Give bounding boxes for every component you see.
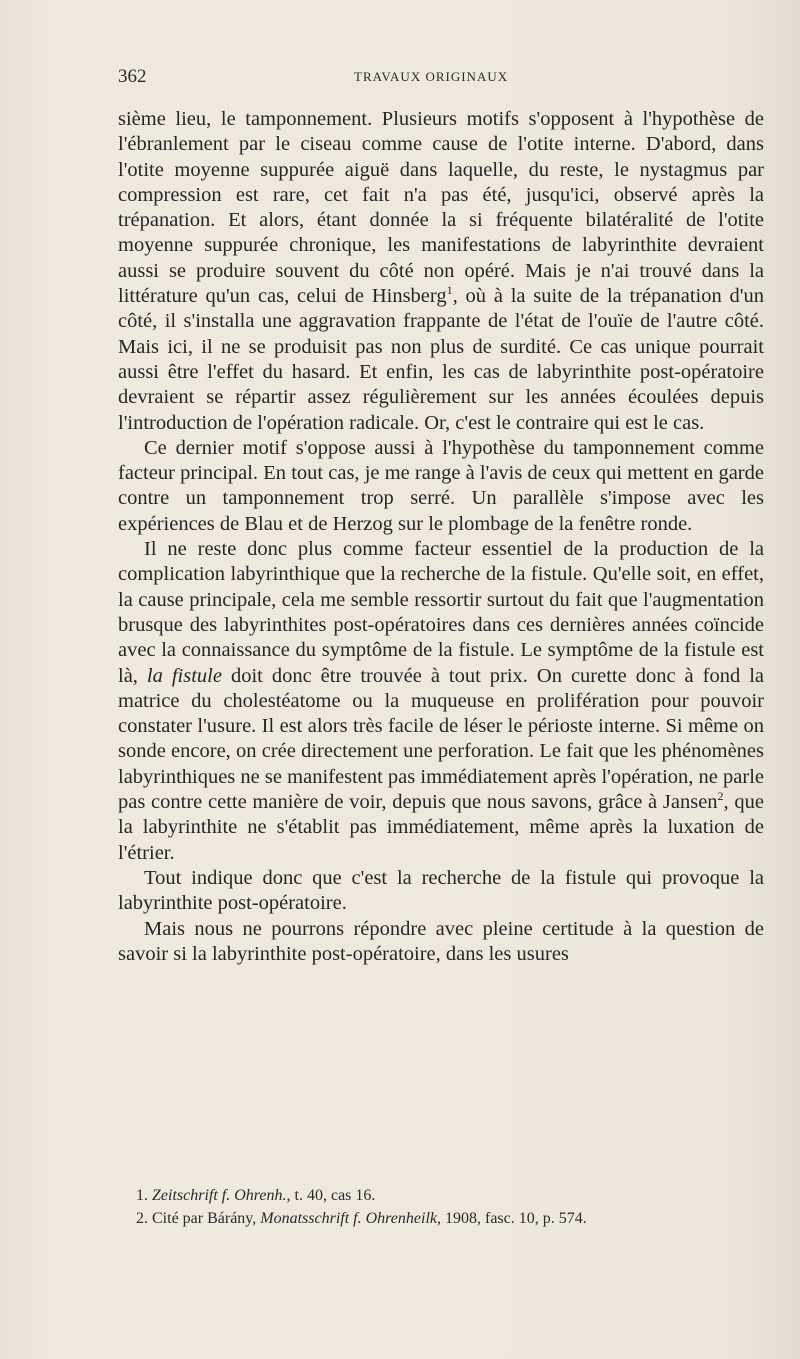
paragraph-2: Ce dernier motif s'oppose aussi à l'hypothèse du tamponnement comme facteur principal. En tout cas, je me range à l'avis de ceux qui mettent en garde contre un tamponnement trop serré. Un parallèle s'impose avec les expériences de Blau et de Herzog sur le plombage de la fenêtre ronde. (118, 436, 764, 535)
footnote-ref-2: 2 (717, 789, 724, 804)
paragraph-4: Tout indique donc que c'est la recherche de la fistule qui provoque la labyrinthite post-opératoire. (118, 866, 764, 915)
footnote-1-details: , t. 40, cas 16. (286, 1187, 376, 1204)
running-head (118, 66, 766, 88)
paragraph-3-text-b: doit donc être trouvée à tout prix. On curette donc à fond la matrice du cholestéatome ou la muqueuse en prolifération pour pouvoir constater l'usure. Il est alors très facile de léser le périoste interne. Si même on sonde encore, on crée directement une perforation. Le fait que les phénomènes labyrinthiques ne se manifestent pas immédiatement après l'opération, ne parle pas contre cette manière de voir, depuis que nous savons, grâce à Jansen (118, 664, 764, 814)
paragraph-3-text-c: , que la labyrinthite ne s'établit pas immédiatement, même après la luxation de l'étrier. (118, 791, 764, 864)
paragraph-5: Mais nous ne pourrons répondre avec pleine certitude à la question de savoir si la labyrinthite post-opératoire, dans les usures (118, 917, 764, 965)
paragraph-1-text-b: , où à la suite de la trépanation d'un côté, il s'installa une aggravation frappante de l'état de l'ouïe de l'autre côté. Mais ici, il ne se produisit pas non plus de surdité. Ce cas unique pourrait aussi être l'effet du hasard. Et enfin, les cas de labyrinthite post-opératoire devraient se répartir assez régulièrement sur les années écoulées depuis l'introduction de l'opération radicale. Or, c'est le contraire qui est le cas. (118, 285, 764, 434)
footnote-2 (136, 1207, 766, 1230)
footnote-2-number: 2. (136, 1210, 148, 1227)
footnote-2-details: , 1908, fasc. 10, p. 574. (436, 1210, 587, 1227)
page-number: 362 (118, 66, 147, 87)
paragraph-1 (118, 107, 764, 436)
paragraph-3 (118, 537, 764, 866)
footnote-1-number: 1. (136, 1187, 148, 1204)
footnote-ref-1: 1 (446, 283, 453, 298)
footnotes (136, 1184, 766, 1230)
footnote-1 (136, 1184, 766, 1207)
body-text (118, 107, 764, 967)
footnote-2-journal: Monatsschrift f. Ohrenheilk (260, 1210, 437, 1227)
footnote-1-journal: Zeitschrift f. Ohrenh. (152, 1187, 287, 1204)
paragraph-3-text-a: Il ne reste donc plus comme facteur essentiel de la production de la complication labyrinthique que la recherche de la fistule. Qu'elle soit, en effet, la cause principale, cela me semble ressortir surtout du fait que l'augmentation brusque des labyrinthites post-opératoires dans ces dernières années coïncide avec la connaissance du symptôme de la fistule. Le symptôme de la fistule est là, (118, 538, 764, 687)
section-title: TRAVAUX ORIGINAUX (354, 69, 509, 84)
footnote-2-prefix: Cité par Bárány, (152, 1210, 261, 1227)
paragraph-3-emphasis: la fistule (146, 664, 222, 687)
paragraph-1-text-a: sième lieu, le tamponnement. Plusieurs motifs s'opposent à l'hypothèse de l'ébranlement par le ciseau comme cause de l'otite interne. D'abord, dans l'otite moyenne suppurée aiguë dans laquelle, du reste, le nystagmus par compression est rare, cet fait n'a pas été, jusqu'ici, observé après la trépanation. Et alors, étant donnée la si fréquente bilatéralité de l'otite moyenne suppurée chronique, les manifestations de labyrinthite devraient aussi se produire souvent du côté non opéré. Mais je n'ai trouvé dans la littérature qu'un cas, celui de Hinsberg (118, 108, 764, 308)
